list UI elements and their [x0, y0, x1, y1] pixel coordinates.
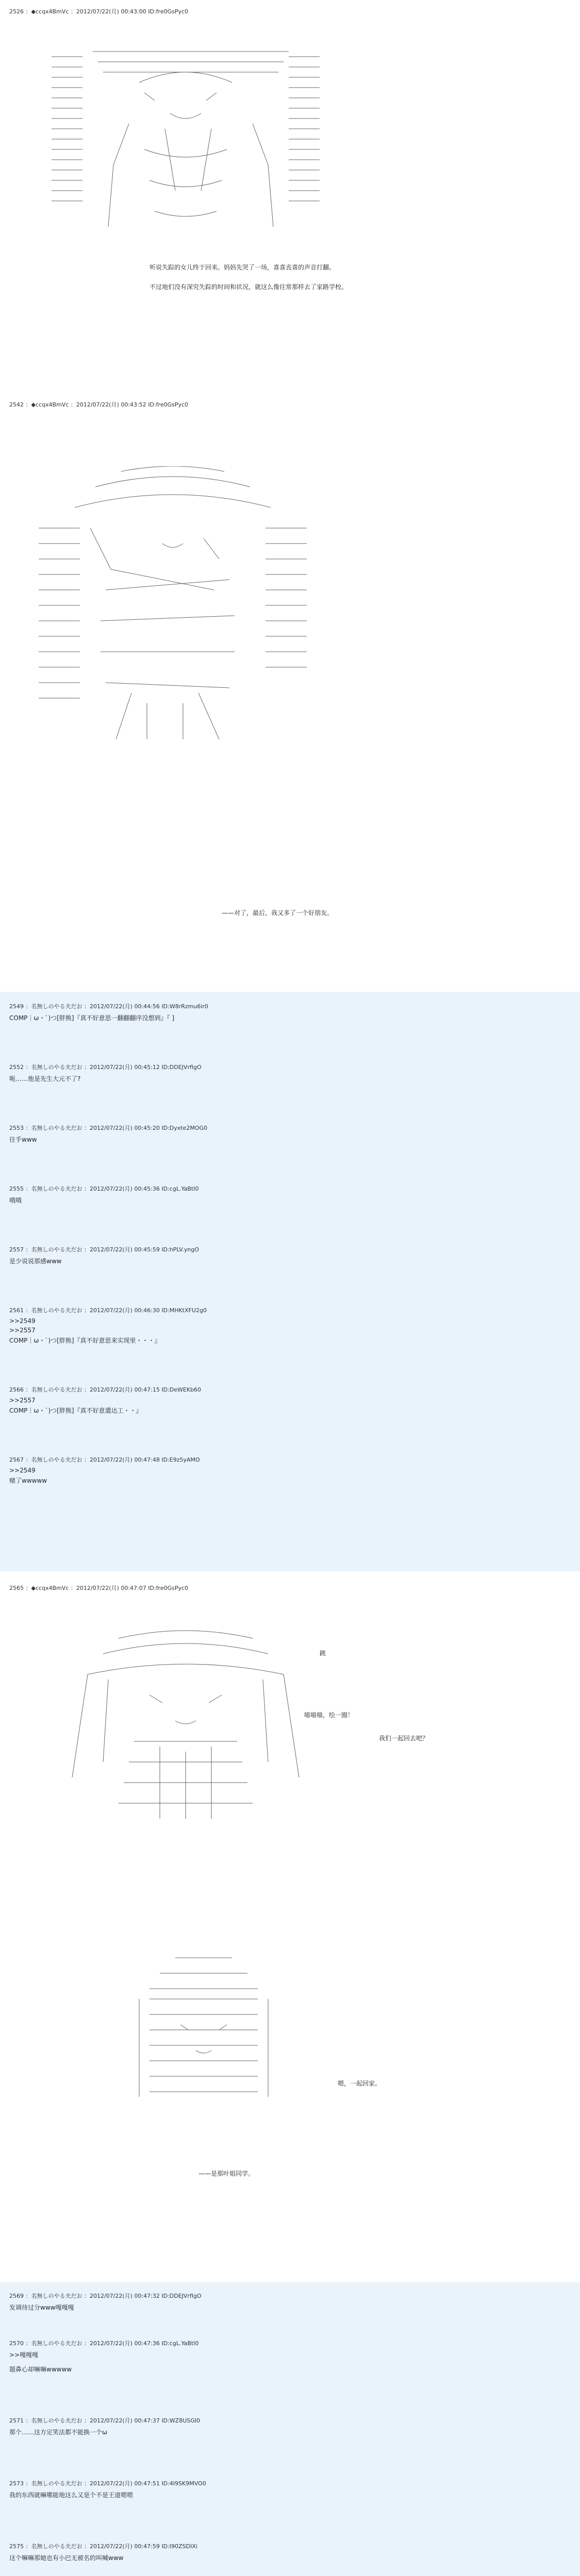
- comment-line: 哦哦: [9, 1197, 22, 1204]
- dialogue-line: 我们一起回去吧？: [379, 1735, 429, 1742]
- comment-line: 呃……他是先生大元不了?: [9, 1075, 81, 1082]
- post-header: 2571 ：名無しのやる夫だお ：2012/07/22(月) 00:47:37 ID:WZ8USGI0: [9, 2417, 200, 2424]
- comment-line: COMP｜ω・`)つ[胖熊]『真不好意遣达工・・』: [9, 1407, 142, 1414]
- comment-line: 这个嘛嘛那她也有小巴无被名的叫喊www: [9, 2554, 124, 2562]
- post-header: 2566 ：名無しのやる夫だお ：2012/07/22(月) 00:47:15 ID:DeWEKb60: [9, 1386, 202, 1393]
- post-header: 2573 ：名無しのやる夫だお ：2012/07/22(月) 00:47:51 ID:4I9SK9MVO0: [9, 2480, 206, 2487]
- post-header: 2557 ：名無しのやる夫だお ：2012/07/22(月) 00:45:59 ID:hPLV.yngO: [9, 1246, 200, 1253]
- post-header: 2549 ：名無しのやる夫だお ：2012/07/22(月) 00:44:56 ID:W8rRzmu6ir0: [9, 1003, 208, 1010]
- post-header: 2567 ：名無しのやる夫だお ：2012/07/22(月) 00:47:48 ID:E9z5yAMO: [9, 1456, 200, 1463]
- comment-line: 我的东西就嘛哪能地这么又是个不是王道嗯嗯: [9, 2492, 134, 2499]
- comment-line: >>2549: [9, 1467, 36, 1474]
- comment-line: 是少说说那感www: [9, 1258, 62, 1265]
- post-header: 2561 ：名無しのやる夫だお ：2012/07/22(月) 00:46:30 ID:MHKtXFU2g0: [9, 1307, 207, 1314]
- comment-line: COMP｜ω・`)つ[胖熊]『真不好意思一翻翻翻序没想到』『 ]: [9, 1014, 175, 1022]
- post-2565: [0, 1571, 580, 2282]
- dialogue-line: 跳: [320, 1650, 326, 1657]
- comment-line: >>嘎嘎嘎: [9, 2351, 39, 2359]
- narration-line: ——是那叶姐同学。: [198, 2170, 255, 2177]
- comment-line: COMP｜ω・`)つ[胖熊]『真不好意思来实现里・・・』: [9, 1337, 161, 1344]
- narration-line: 不过地们没有深究失踪的时间和状况，就这么像往常那样去了家路学校。: [150, 283, 348, 291]
- post-2542: [0, 389, 580, 992]
- comment-line: >>2557: [9, 1327, 36, 1334]
- post-header: 2526 ：◆ccqx4BmVc ：2012/07/22(月) 00:43:00 ID:fre0GsPyc0: [9, 8, 189, 15]
- comments-block-1: [0, 992, 580, 1571]
- post-header: 2555 ：名無しのやる夫だお ：2012/07/22(月) 00:45:36 ID:cgL.YaBtI0: [9, 1185, 199, 1192]
- ascii-art-figure: [119, 1953, 289, 2107]
- narration-line: 听说失踪的女儿终于回来。妈妈先哭了一场，喜喜丧喜的声音打翻。: [150, 264, 336, 271]
- post-header: 2575 ：名無しのやる夫だお ：2012/07/22(月) 00:47:59 ID:I90ZSDIXi: [9, 2543, 197, 2550]
- comment-line: 题鼻心却嘛嘛wwwww: [9, 2366, 72, 2373]
- comment-line: 那个……这方定笑法都不能换一个ω: [9, 2429, 108, 2436]
- post-header: 2565 ：◆ccqx4BmVc ：2012/07/22(月) 00:47:07 ID:fre0GsPyc0: [9, 1585, 189, 1591]
- ascii-art-figure: [28, 466, 317, 744]
- post-header: 2553 ：名無しのやる夫だお ：2012/07/22(月) 00:45:20 ID:Dyxte2MOG0: [9, 1125, 208, 1131]
- post-2526: [0, 0, 580, 389]
- post-header: 2569 ：名無しのやる夫だお ：2012/07/22(月) 00:47:32 ID:DDEJVrflgO: [9, 2293, 202, 2299]
- comment-line: >>2557: [9, 1397, 36, 1404]
- ascii-art-two-figures: [57, 1628, 314, 1824]
- comments-block-2: [0, 2282, 580, 2576]
- comment-line: 发调待过分www嘎嘎嘎: [9, 2304, 74, 2311]
- dialogue-line: 嗯，一起回家。: [338, 2080, 382, 2087]
- ascii-art-figure: [41, 46, 351, 237]
- post-header: 2570 ：名無しのやる夫だお ：2012/07/22(月) 00:47:36 ID:cgL.YaBtI0: [9, 2340, 199, 2347]
- dialogue-line: 喵喵喵，绘一圈！: [304, 1711, 354, 1719]
- comment-line: 往手www: [9, 1136, 37, 1143]
- comment-line: >>2549: [9, 1317, 36, 1325]
- post-header: 2542 ：◆ccqx4BmVc ：2012/07/22(月) 00:43:52 ID:fre0GsPyc0: [9, 401, 189, 408]
- post-header: 2552 ：名無しのやる夫だお ：2012/07/22(月) 00:45:12 ID:DDEJVrflgO: [9, 1064, 202, 1071]
- narration-line: ——对了，最后，我又多了一个好朋友。: [222, 909, 334, 917]
- comment-line: 赌了wwwww: [9, 1477, 47, 1484]
